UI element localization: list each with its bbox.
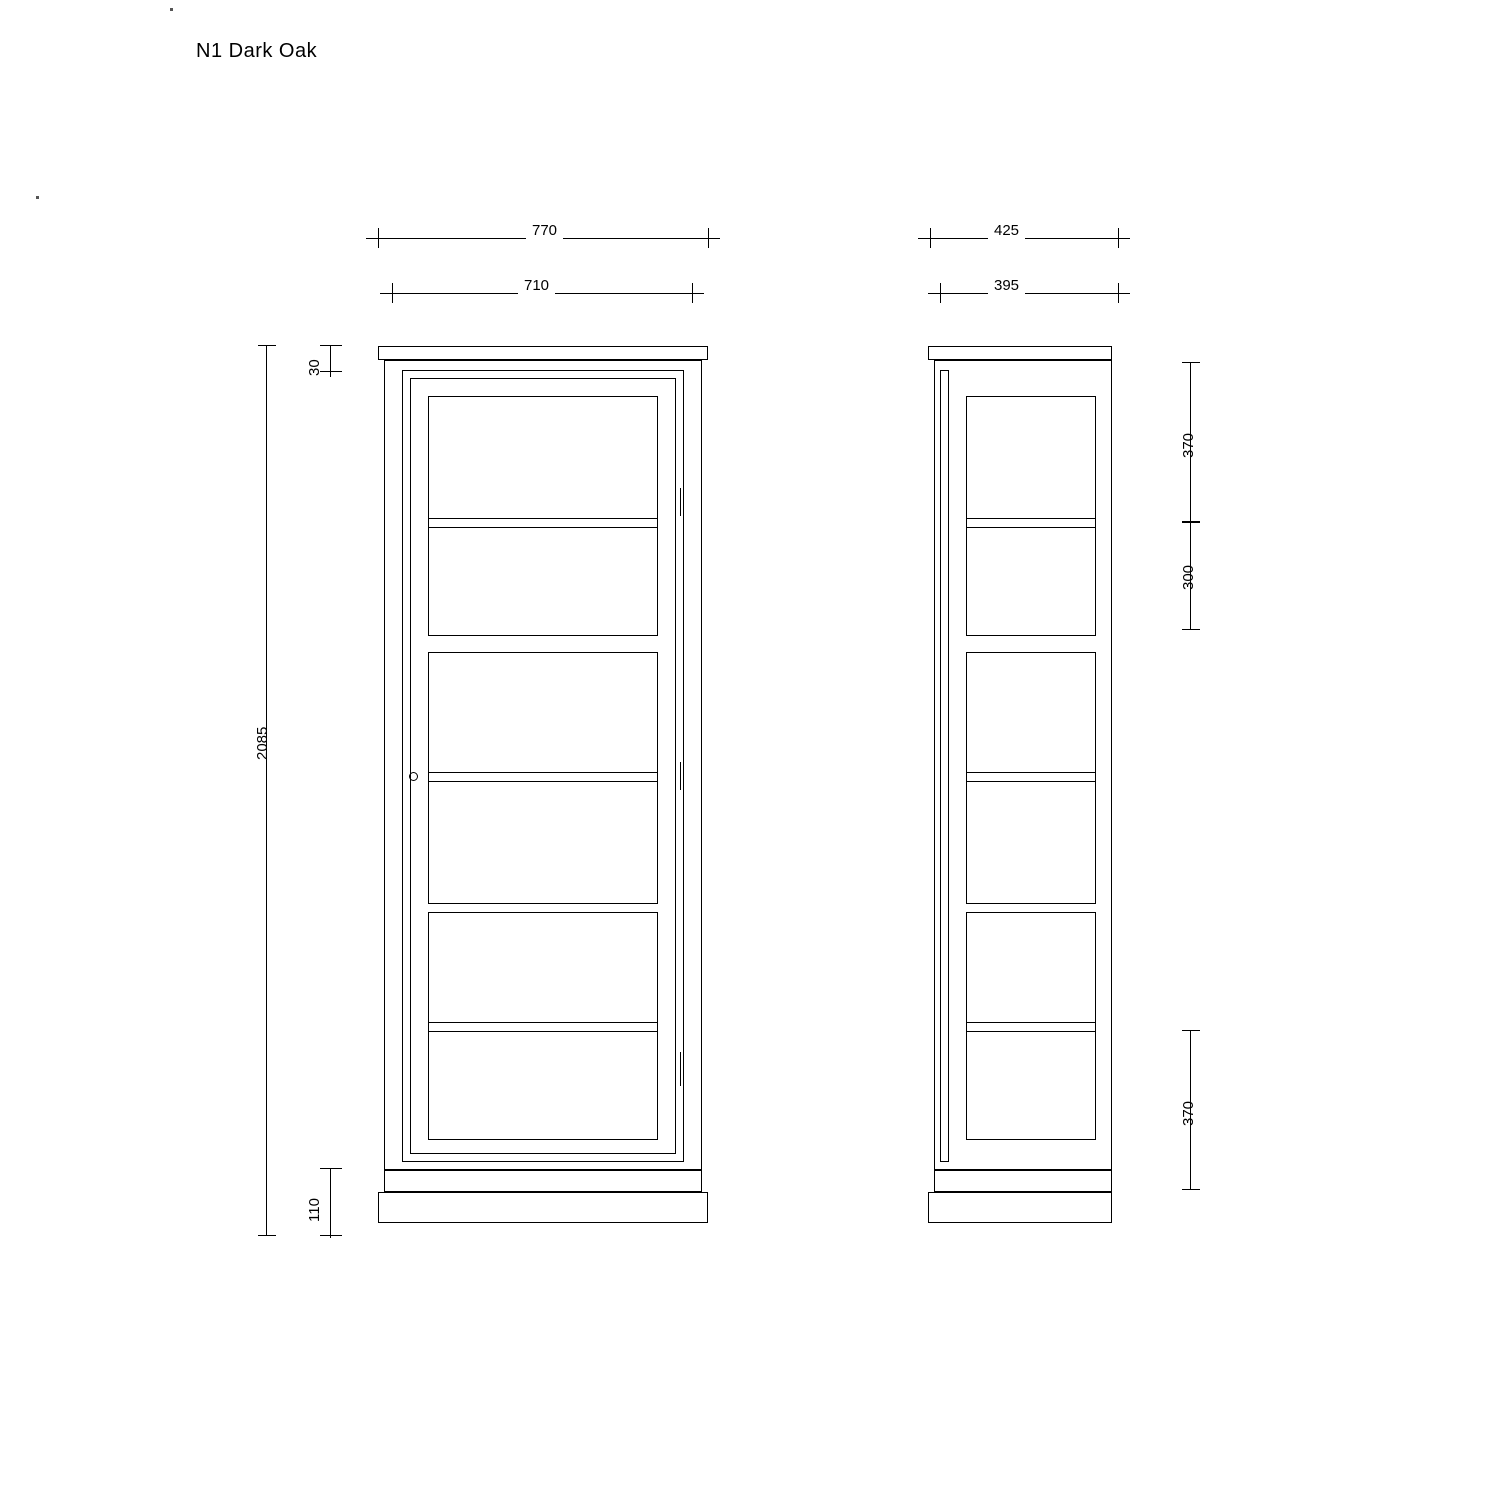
drawing-title: N1 Dark Oak [196, 40, 318, 62]
dim-extension-710-left [380, 293, 404, 294]
dim-tick-30-top [320, 345, 342, 346]
front-cornice [378, 346, 708, 360]
side-plinth-base [928, 1192, 1112, 1223]
side-panel-top [966, 396, 1096, 636]
front-glass-panel-top [428, 396, 658, 636]
side-plinth [934, 1170, 1112, 1192]
dim-label-370-top: 370 [1180, 432, 1197, 458]
dim-label-710: 710 [518, 277, 555, 294]
side-shelf-top [966, 518, 1096, 519]
front-hinge-top [680, 488, 681, 516]
dim-extension-770-left [366, 238, 390, 239]
side-shelf-bottom-2 [966, 1031, 1096, 1032]
dim-line-30 [330, 345, 331, 377]
dim-line-110 [330, 1168, 331, 1238]
dim-extension-425-right [1106, 238, 1130, 239]
front-plinth [384, 1170, 702, 1192]
dim-label-2085: 2085 [254, 726, 271, 760]
artifact-speck-top [170, 8, 173, 11]
dim-label-770: 770 [526, 222, 563, 239]
artifact-speck-left [36, 196, 39, 199]
front-shelf-top-2 [428, 527, 658, 528]
dim-tick-370-top-a [1182, 362, 1200, 363]
dim-line-395 [940, 293, 1118, 294]
front-shelf-middle [428, 772, 658, 773]
dim-label-300: 300 [1180, 564, 1197, 590]
front-glass-panel-middle [428, 652, 658, 904]
dim-extension-395-left [928, 293, 952, 294]
dim-tick-110-bottom [320, 1235, 342, 1236]
side-shelf-middle [966, 772, 1096, 773]
front-hinge-middle [680, 762, 681, 790]
dim-tick-300-b [1182, 629, 1200, 630]
side-door-edge-top [940, 370, 949, 371]
front-hinge-bottom [680, 1052, 681, 1086]
side-shelf-top-2 [966, 527, 1096, 528]
dim-extension-710-right [680, 293, 704, 294]
dim-tick-110-top [320, 1168, 342, 1169]
dim-label-395: 395 [988, 277, 1025, 294]
side-door-edge-bottom [940, 1161, 949, 1162]
dim-label-370-bottom: 370 [1180, 1100, 1197, 1126]
dim-label-110: 110 [306, 1198, 323, 1222]
dim-tick-370-bottom-b [1182, 1189, 1200, 1190]
front-door-knob [409, 772, 418, 781]
dim-tick-300-a [1182, 522, 1200, 523]
dim-tick-30-bottom [320, 371, 342, 372]
dim-tick-2085-top [258, 345, 276, 346]
side-panel-middle [966, 652, 1096, 904]
side-shelf-bottom [966, 1022, 1096, 1023]
dim-line-2085 [266, 345, 267, 1235]
front-shelf-middle-2 [428, 781, 658, 782]
front-glass-panel-bottom [428, 912, 658, 1140]
front-shelf-top [428, 518, 658, 519]
front-plinth-base [378, 1192, 708, 1223]
side-panel-bottom [966, 912, 1096, 1140]
front-shelf-bottom-2 [428, 1031, 658, 1032]
side-shelf-middle-2 [966, 781, 1096, 782]
side-door-edge-inner [948, 370, 949, 1162]
side-door-edge-outer [940, 370, 941, 1162]
dim-label-30: 30 [306, 359, 323, 376]
dim-tick-370-bottom-a [1182, 1030, 1200, 1031]
dim-extension-425-left [918, 238, 942, 239]
dim-tick-2085-bottom [258, 1235, 276, 1236]
front-shelf-bottom [428, 1022, 658, 1023]
side-cornice [928, 346, 1112, 360]
dim-label-425: 425 [988, 222, 1025, 239]
dim-extension-770-right [696, 238, 720, 239]
dim-extension-395-right [1106, 293, 1130, 294]
